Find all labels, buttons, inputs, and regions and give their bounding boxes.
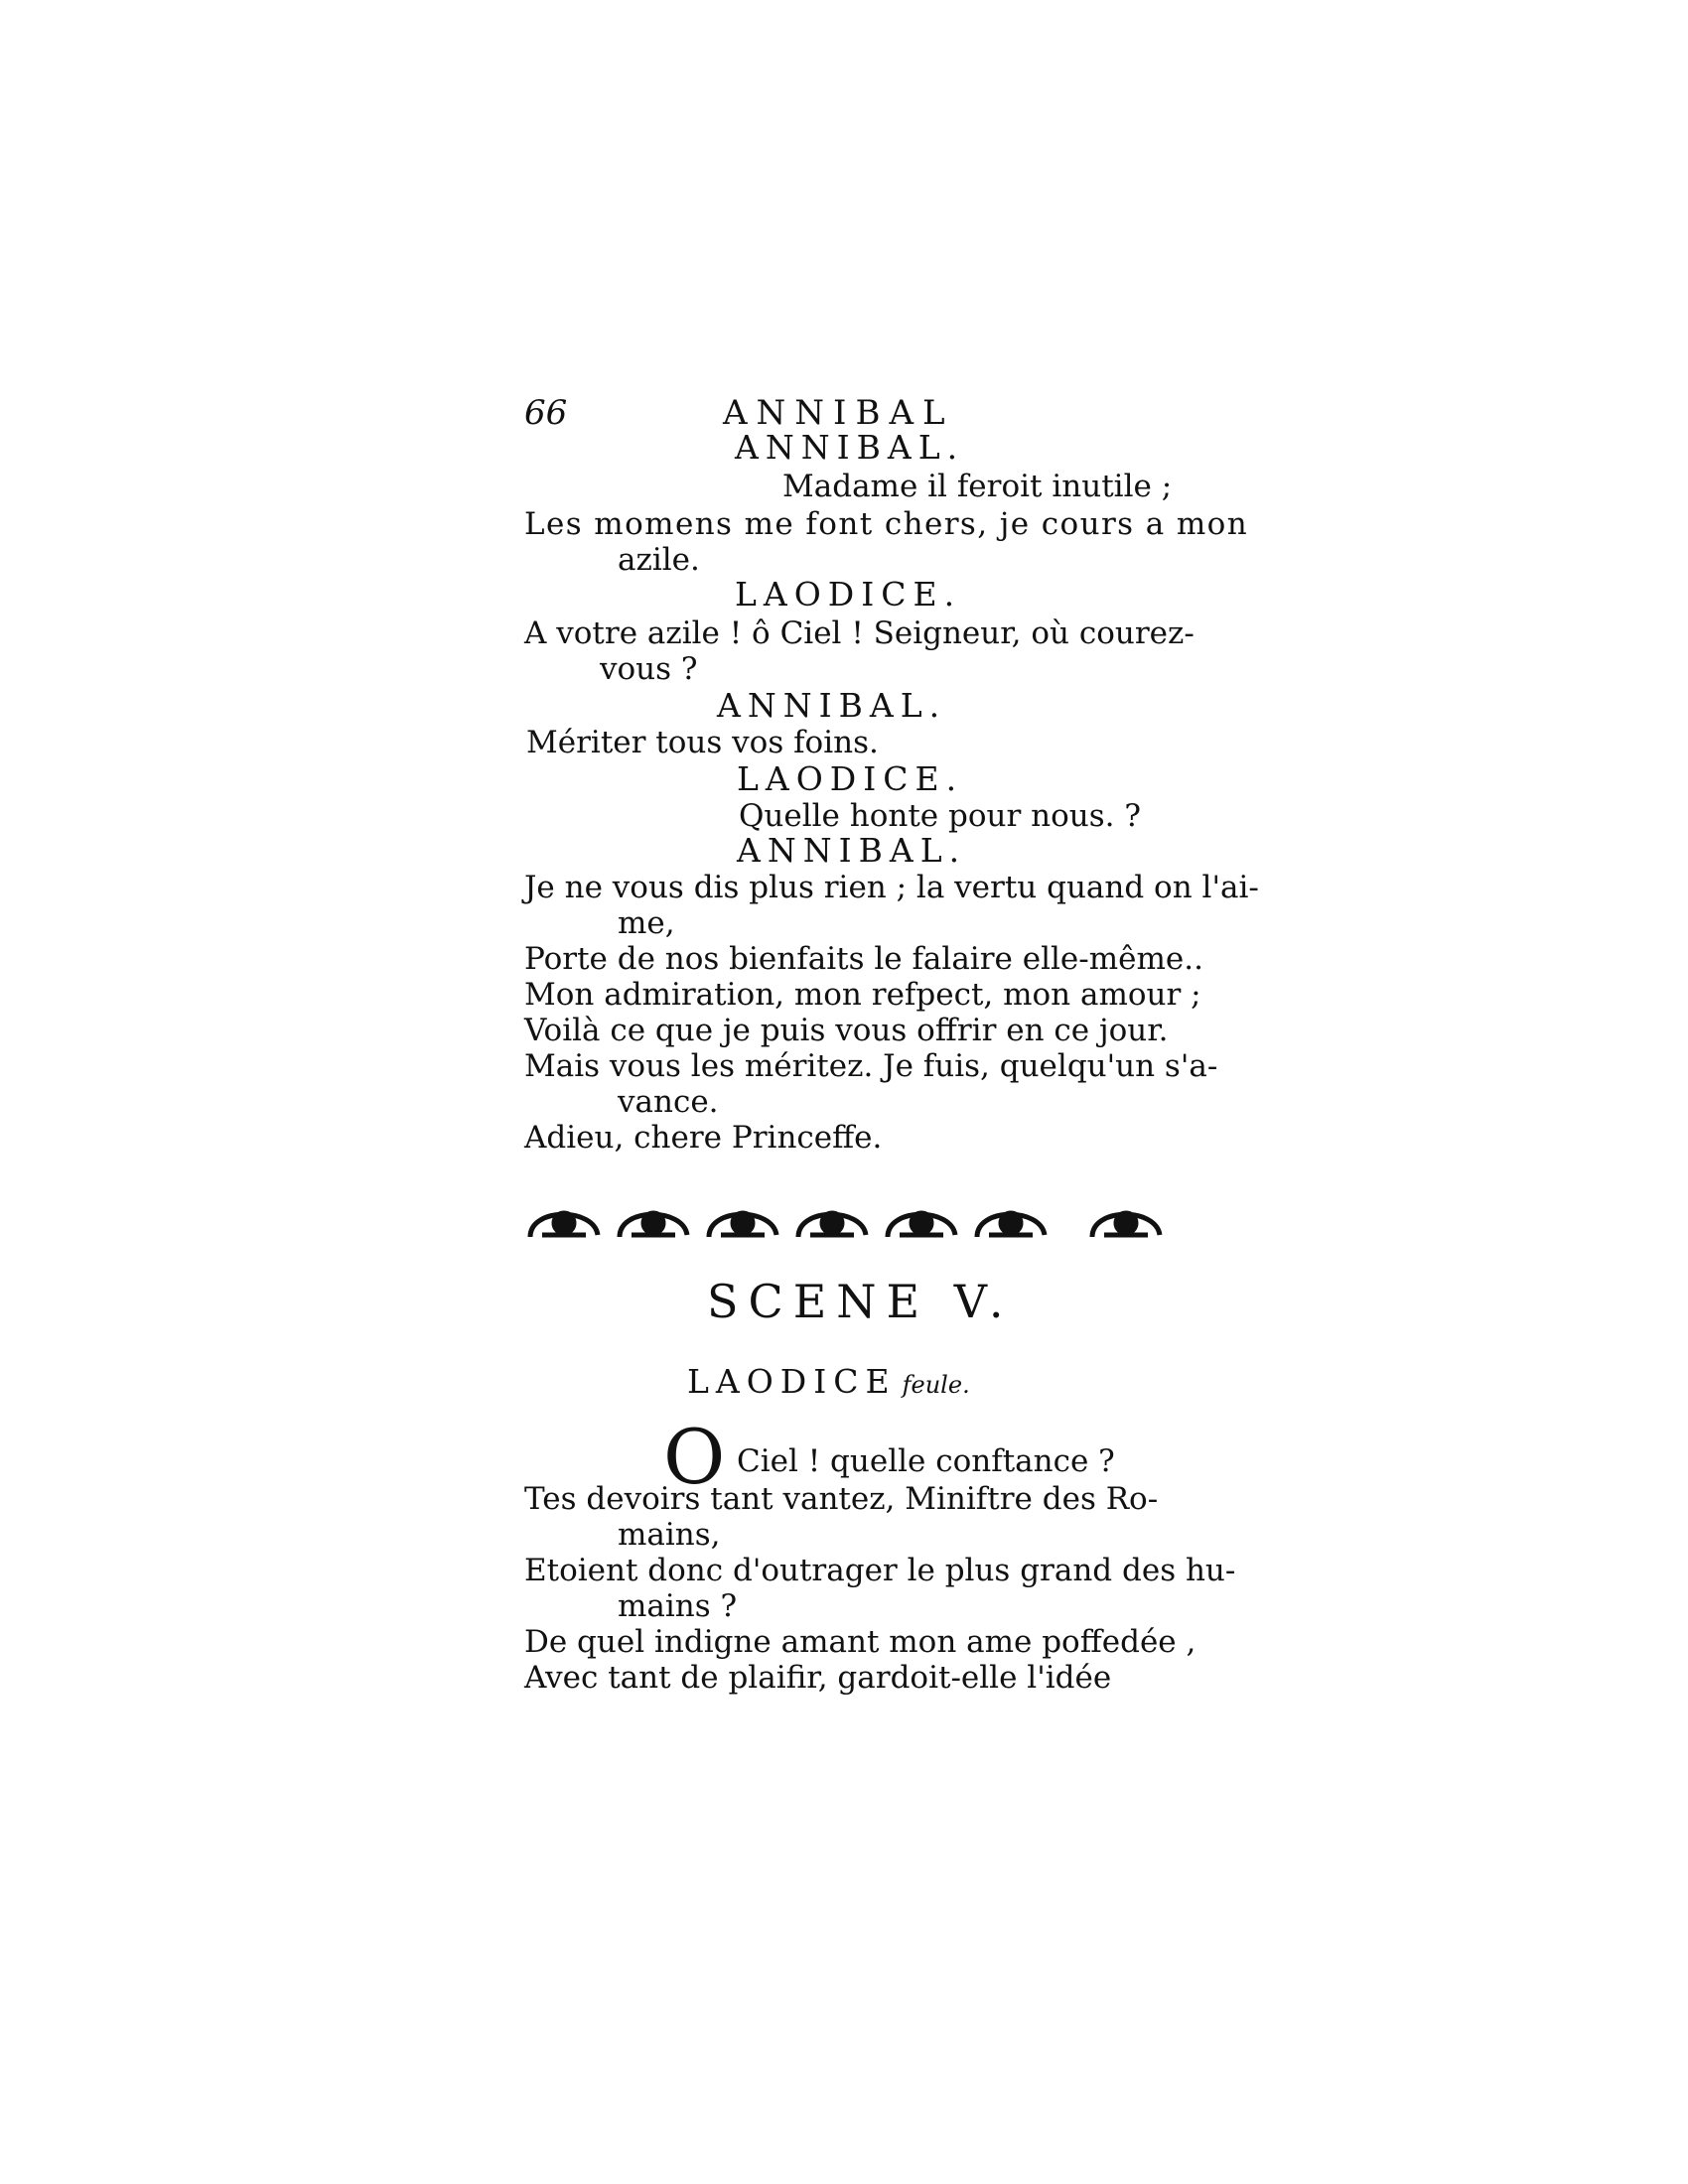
drop-cap: O [663,1413,726,1501]
verse-line: Adieu, chere Princeffe. [524,1120,883,1156]
verse-line: Porte de nos bienfaits le falaire elle-même.. [524,941,1203,977]
scene-title: SCENE V. [707,1275,1014,1328]
ornament-motif [977,1213,1045,1237]
speaker-laodice: LAODICE. [737,759,964,798]
speaker-annibal: ANNIBAL. [737,831,967,870]
page-header [524,393,1001,433]
ornament-motif [1092,1213,1160,1237]
verse-line: me, [618,905,675,941]
verse-line: Les momens me font chers, je cours a mon [524,506,1249,542]
running-title: ANNIBAL [723,393,954,433]
character-heading [687,1362,970,1401]
speaker-annibal: ANNIBAL. [717,686,947,725]
verse-line: mains, [618,1517,721,1553]
verse-line: Avec tant de plaifir, gardoit-elle l'idée [524,1660,1112,1696]
verse-line: A votre azile ! ô Ciel ! Seigneur, où courez- [524,615,1195,651]
page-number: 66 [524,393,568,433]
verse-line: Madame il feroit inutile ; [782,469,1173,504]
verse-line: vance. [618,1084,719,1120]
verse-line: Etoient donc d'outrager le plus grand des hu- [524,1553,1236,1588]
verse-line: De quel indigne amant mon ame poffedée , [524,1624,1196,1660]
ornament-motif [709,1213,776,1237]
verse-line: vous ? [600,651,698,687]
verse-line: Mais vous les méritez. Je fuis, quelqu'un s'a- [524,1048,1218,1084]
ornament-motif [620,1213,687,1237]
verse-line: azile. [618,542,700,578]
verse-line: Quelle honte pour nous. ? [739,798,1141,834]
verse-line: Mon admiration, mon refpect, mon amour ; [524,977,1201,1013]
verse-line: mains ? [618,1588,738,1624]
character-name: LAODICE [687,1362,897,1401]
verse-line: Voilà ce que je puis vous offrir en ce jour. [524,1013,1169,1048]
ornament-motif [888,1213,955,1237]
ornament-divider [524,1197,1180,1241]
speaker-annibal: ANNIBAL. [735,428,965,467]
speaker-laodice: LAODICE. [735,575,962,614]
stage-direction: feule. [902,1371,970,1399]
ornament-motif [798,1213,866,1237]
ornament-motif [530,1213,598,1237]
verse-line: Ciel ! quelle conftance ? [737,1443,1115,1479]
verse-line: Je ne vous dis plus rien ; la vertu quand on l'ai- [524,870,1259,905]
verse-line: Tes devoirs tant vantez, Miniftre des Ro- [524,1481,1159,1517]
verse-line: Mériter tous vos foins. [526,725,879,760]
